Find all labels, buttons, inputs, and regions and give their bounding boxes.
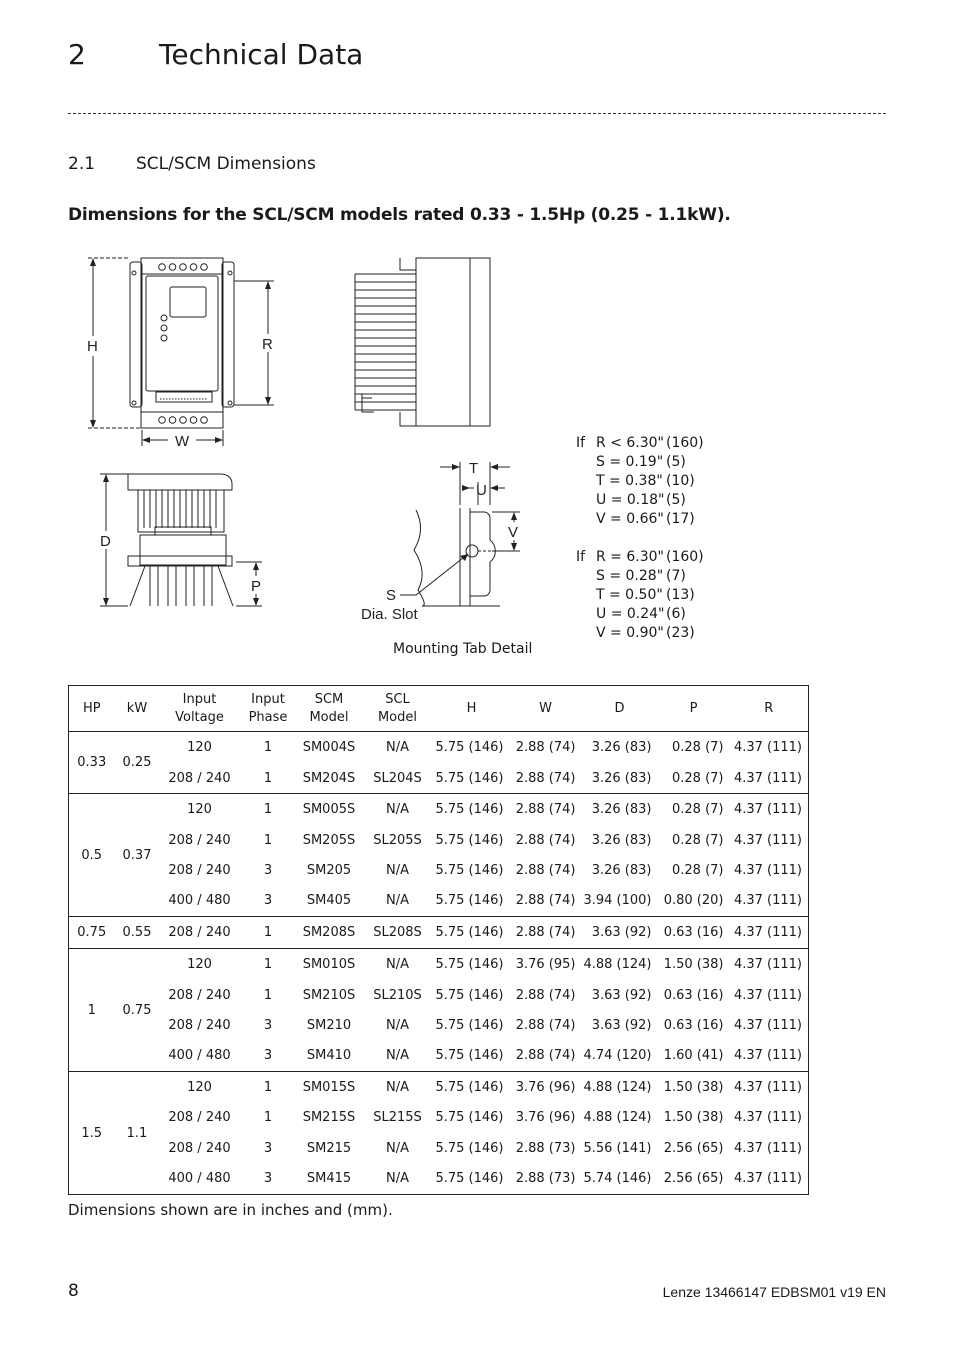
column-header-line: Input <box>182 691 217 707</box>
condition-row <box>576 434 726 453</box>
label-p: P <box>251 578 262 595</box>
table-row <box>69 917 809 949</box>
table-cell: SM005S <box>297 794 362 825</box>
table-row <box>69 1163 809 1194</box>
table-cell: 1 <box>263 770 273 786</box>
table-cell: 0.63 (16) <box>663 1017 724 1033</box>
table-cell: 4.88 (124) <box>582 1072 658 1103</box>
units-footnote: Dimensions shown are in inches and (mm). <box>68 1201 393 1219</box>
condition-row <box>576 624 726 643</box>
table-body <box>69 732 809 1195</box>
table-row <box>69 1133 809 1163</box>
table-cell: SM215 <box>306 1140 352 1156</box>
table-cell: 3 <box>263 893 273 909</box>
table-cell: SL210S <box>373 987 422 1003</box>
table-cell: 1 <box>263 1110 273 1126</box>
label-t: T <box>469 460 479 477</box>
table-cell: 4.37 (111) <box>733 987 802 1003</box>
table-cell: N/A <box>386 1140 409 1156</box>
table-row <box>69 1010 809 1040</box>
table-cell: 4.88 (124) <box>582 949 658 980</box>
table-cell: 2.88 (74) <box>515 832 576 848</box>
table-cell: 3 <box>263 1048 273 1064</box>
table-cell: 2.88 (74) <box>515 770 576 786</box>
table-cell: 5.75 (146) <box>435 987 504 1003</box>
table-row <box>69 949 809 980</box>
column-header-line: Input <box>251 691 285 707</box>
table-cell: SM205S <box>302 832 356 848</box>
table-cell: 5.75 (146) <box>435 1110 504 1126</box>
table-cell: SL215S <box>373 1110 422 1126</box>
column-header-line: kW <box>126 700 148 716</box>
condition-row <box>576 567 726 586</box>
condition-row <box>576 605 726 624</box>
table-cell: 5.75 (146) <box>434 917 510 949</box>
table-cell: 3.76 (95) <box>510 949 582 980</box>
table-cell: 5.75 (146) <box>434 949 510 980</box>
column-header <box>658 686 730 732</box>
table-cell: 2.88 (74) <box>510 732 582 763</box>
table-cell: N/A <box>386 1171 409 1187</box>
table-cell: 3 <box>263 862 273 878</box>
table-row <box>69 1040 809 1071</box>
table-cell: N/A <box>362 732 434 763</box>
label-v: V <box>508 524 519 541</box>
table-row <box>69 885 809 916</box>
table-cell: 0.28 (7) <box>672 832 724 848</box>
condition-equation: T = 0.38" <box>596 473 663 489</box>
column-header-line: HP <box>82 700 101 716</box>
hp-cell: 0.75 <box>69 917 115 949</box>
table-cell: 1 <box>263 832 273 848</box>
condition-row <box>576 548 726 567</box>
table-cell: SM010S <box>297 949 362 980</box>
table-cell: 4.37 (111) <box>733 1171 802 1187</box>
table-row <box>69 825 809 855</box>
column-header-line: Model <box>309 709 349 725</box>
column-header <box>115 686 160 732</box>
tab-conditions <box>576 434 726 643</box>
condition-equation: V = 0.66" <box>596 511 664 527</box>
table-cell: 4.37 (111) <box>733 1048 802 1064</box>
column-header <box>434 686 510 732</box>
chapter-title: Technical Data <box>159 38 364 71</box>
table-cell: 5.75 (146) <box>434 1072 510 1103</box>
table-cell: 2.56 (65) <box>663 1171 724 1187</box>
condition-mm: (5) <box>666 454 686 470</box>
column-header <box>510 686 582 732</box>
condition-row <box>576 510 726 529</box>
table-cell: 1.50 (38) <box>658 1072 730 1103</box>
table-cell: 208 / 240 <box>168 770 231 786</box>
column-header <box>730 686 809 732</box>
table-cell: 2.88 (74) <box>515 987 576 1003</box>
table-cell: 3 <box>263 1171 273 1187</box>
table-cell: N/A <box>386 1048 409 1064</box>
table-cell: 208 / 240 <box>168 1017 231 1033</box>
label-dia-slot: Dia. Slot <box>361 606 418 623</box>
kw-cell: 0.75 <box>115 949 160 1072</box>
table-cell: 4.37 (111) <box>733 1110 802 1126</box>
label-s: S <box>386 587 397 604</box>
mounting-tab-caption: Mounting Tab Detail <box>393 641 533 657</box>
column-header <box>160 686 240 732</box>
header-row <box>69 686 809 732</box>
table-cell: 2.88 (74) <box>515 862 576 878</box>
document-reference: Lenze 13466147 EDBSM01 v19 EN <box>662 1284 886 1300</box>
table-row <box>69 1072 809 1103</box>
table-cell: SM210S <box>302 987 356 1003</box>
front-view-drawing <box>88 258 274 446</box>
table-row <box>69 732 809 763</box>
column-header <box>69 686 115 732</box>
table-cell: 3.26 (83) <box>582 794 658 825</box>
table-cell: SL208S <box>362 917 434 949</box>
label-w: W <box>175 433 190 450</box>
column-header <box>297 686 362 732</box>
table-cell: SM204S <box>302 770 356 786</box>
table-cell: 4.74 (120) <box>583 1048 652 1064</box>
table-cell: SM410 <box>306 1048 352 1064</box>
table-cell: N/A <box>362 794 434 825</box>
table-cell: 0.63 (16) <box>658 917 730 949</box>
label-r: R <box>262 336 273 353</box>
column-header <box>240 686 297 732</box>
condition-mm: (5) <box>666 492 686 508</box>
table-cell: 5.75 (146) <box>435 1171 504 1187</box>
table-cell: 1 <box>240 1072 297 1103</box>
table-cell: 0.28 (7) <box>658 794 730 825</box>
column-header-line: W <box>539 700 552 716</box>
table-cell: 2.88 (74) <box>515 1048 576 1064</box>
table-cell: SM415 <box>306 1171 352 1187</box>
column-header-line: R <box>764 700 774 716</box>
condition-equation: V = 0.90" <box>596 625 664 641</box>
table-cell: 120 <box>160 732 240 763</box>
condition-equation: T = 0.50" <box>596 587 663 603</box>
hp-cell: 1 <box>69 949 115 1072</box>
table-row <box>69 794 809 825</box>
condition-row <box>576 472 726 491</box>
condition-row <box>576 453 726 472</box>
table-cell: 1.50 (38) <box>663 1110 724 1126</box>
condition-equation: U = 0.24" <box>596 606 665 622</box>
table-cell: 4.37 (111) <box>733 770 802 786</box>
condition-if: If <box>576 549 586 565</box>
column-header-line: Voltage <box>175 709 224 725</box>
kw-cell: 0.25 <box>115 732 160 794</box>
column-header-line: P <box>689 700 698 716</box>
table-cell: 2.88 (74) <box>510 794 582 825</box>
table-cell: 2.88 (73) <box>515 1171 576 1187</box>
condition-mm: (6) <box>666 606 686 622</box>
table-cell: 5.75 (146) <box>435 832 504 848</box>
table-row <box>69 980 809 1010</box>
table-cell: 2.88 (74) <box>515 893 576 909</box>
table-cell: 4.37 (111) <box>730 1072 809 1103</box>
label-u: U <box>476 482 487 499</box>
condition-equation: R < 6.30" <box>596 435 664 451</box>
table-cell: 3.63 (92) <box>591 1017 652 1033</box>
table-cell: 120 <box>160 949 240 980</box>
table-cell: N/A <box>386 862 409 878</box>
section-title: SCL/SCM Dimensions <box>136 154 316 174</box>
table-cell: 1.50 (38) <box>658 949 730 980</box>
table-cell: 4.37 (111) <box>730 732 809 763</box>
condition-group <box>576 434 726 529</box>
table-cell: 1 <box>240 732 297 763</box>
condition-group <box>576 548 726 643</box>
table-cell: N/A <box>362 1072 434 1103</box>
table-cell: 3.26 (83) <box>591 832 652 848</box>
table-cell: SL204S <box>373 770 422 786</box>
table-cell: 0.28 (7) <box>658 732 730 763</box>
table-cell: 208 / 240 <box>168 1140 231 1156</box>
table-cell: 3.26 (83) <box>582 732 658 763</box>
condition-equation: S = 0.28" <box>596 568 664 584</box>
condition-equation: S = 0.19" <box>596 454 664 470</box>
page-number: 8 <box>68 1281 79 1301</box>
dimensions-subtitle: Dimensions for the SCL/SCM models rated 0.33 - 1.5Hp (0.25 - 1.1kW). <box>68 205 731 225</box>
condition-mm: (160) <box>666 435 704 451</box>
table-cell: 2.88 (74) <box>510 917 582 949</box>
table-cell: 3.26 (83) <box>591 770 652 786</box>
bottom-view-drawing <box>100 474 262 606</box>
table-cell: 208 / 240 <box>168 832 231 848</box>
table-cell: 3.26 (83) <box>591 862 652 878</box>
table-cell: 3 <box>263 1017 273 1033</box>
table-cell: 120 <box>160 1072 240 1103</box>
table-row <box>69 1103 809 1133</box>
hp-cell: 0.33 <box>69 732 115 794</box>
condition-if: If <box>576 435 586 451</box>
column-header-line: Phase <box>248 709 288 725</box>
table-cell: 2.56 (65) <box>663 1140 724 1156</box>
table-cell: SM208S <box>297 917 362 949</box>
table-cell: SL205S <box>373 832 422 848</box>
condition-mm: (17) <box>666 511 695 527</box>
table-cell: 208 / 240 <box>168 1110 231 1126</box>
condition-mm: (23) <box>666 625 695 641</box>
table-cell: SM004S <box>297 732 362 763</box>
table-cell: 3.63 (92) <box>591 987 652 1003</box>
table-cell: SM210 <box>306 1017 352 1033</box>
kw-cell: 0.37 <box>115 794 160 917</box>
table-cell: N/A <box>362 949 434 980</box>
side-view-drawing <box>355 258 490 426</box>
table-cell: 0.28 (7) <box>672 862 724 878</box>
table-cell: 5.75 (146) <box>434 794 510 825</box>
table-cell: 4.37 (111) <box>733 862 802 878</box>
table-cell: 5.75 (146) <box>434 732 510 763</box>
table-cell: 1 <box>263 987 273 1003</box>
dimensions-table <box>68 685 809 1195</box>
table-cell: 4.37 (111) <box>730 794 809 825</box>
column-header-line: Model <box>377 709 418 725</box>
table-cell: 5.75 (146) <box>435 893 504 909</box>
table-cell: 1 <box>240 949 297 980</box>
table-cell: 4.37 (111) <box>733 832 802 848</box>
table-cell: 4.37 (111) <box>733 1140 802 1156</box>
column-header <box>582 686 658 732</box>
table-cell: 1 <box>240 917 297 949</box>
table-cell: 5.74 (146) <box>583 1171 652 1187</box>
condition-equation: R = 6.30" <box>596 549 664 565</box>
condition-mm: (160) <box>666 549 704 565</box>
table-cell: 0.80 (20) <box>663 893 724 909</box>
kw-cell: 1.1 <box>115 1072 160 1195</box>
table-cell: 5.75 (146) <box>435 862 504 878</box>
label-d: D <box>100 533 111 550</box>
column-header-line: SCM <box>314 691 344 707</box>
table-row <box>69 763 809 794</box>
table-cell: 1.60 (41) <box>663 1048 724 1064</box>
table-cell: N/A <box>386 1017 409 1033</box>
condition-row <box>576 491 726 510</box>
table-cell: 208 / 240 <box>160 917 240 949</box>
column-header-line: SCL <box>385 691 410 707</box>
table-cell: 5.75 (146) <box>435 770 504 786</box>
table-cell: 5.75 (146) <box>435 1140 504 1156</box>
table-cell: 3.63 (92) <box>582 917 658 949</box>
table-cell: 4.37 (111) <box>733 1017 802 1033</box>
kw-cell: 0.55 <box>115 917 160 949</box>
column-header-line: H <box>466 700 477 716</box>
table-header <box>69 686 809 732</box>
section-number: 2.1 <box>68 154 96 174</box>
table-cell: 5.56 (141) <box>583 1140 652 1156</box>
table-cell: SM405 <box>306 893 352 909</box>
table-cell: 400 / 480 <box>168 893 231 909</box>
label-h: H <box>87 338 98 355</box>
column-header-line: D <box>614 700 625 716</box>
table-cell: 3.76 (96) <box>510 1072 582 1103</box>
table-cell: 400 / 480 <box>168 1048 231 1064</box>
table-cell: 3.76 (96) <box>515 1110 576 1126</box>
table-cell: 0.63 (16) <box>663 987 724 1003</box>
table-cell: 120 <box>160 794 240 825</box>
hp-cell: 0.5 <box>69 794 115 917</box>
dimension-drawings <box>0 0 954 680</box>
table-cell: 208 / 240 <box>168 987 231 1003</box>
hp-cell: 1.5 <box>69 1072 115 1195</box>
chapter-number: 2 <box>68 38 86 71</box>
table-cell: 2.88 (74) <box>515 1017 576 1033</box>
table-cell: 5.75 (146) <box>435 1048 504 1064</box>
column-header <box>362 686 434 732</box>
table-cell: SM205 <box>306 862 352 878</box>
mounting-tab-drawing <box>400 462 520 606</box>
table-cell: N/A <box>386 893 409 909</box>
table-cell: 4.88 (124) <box>583 1110 652 1126</box>
table-cell: 2.88 (73) <box>515 1140 576 1156</box>
table-cell: SM215S <box>302 1110 356 1126</box>
table-cell: 4.37 (111) <box>730 917 809 949</box>
table-cell: 4.37 (111) <box>730 949 809 980</box>
table-row <box>69 855 809 885</box>
condition-equation: U = 0.18" <box>596 492 665 508</box>
condition-mm: (7) <box>666 568 686 584</box>
table-cell: 400 / 480 <box>168 1171 231 1187</box>
table-cell: 0.28 (7) <box>672 770 724 786</box>
table-cell: SM015S <box>297 1072 362 1103</box>
condition-mm: (13) <box>666 587 695 603</box>
table-cell: 5.75 (146) <box>435 1017 504 1033</box>
table-cell: 208 / 240 <box>168 862 231 878</box>
table-cell: 3.94 (100) <box>583 893 652 909</box>
table-cell: 1 <box>240 794 297 825</box>
condition-mm: (10) <box>666 473 695 489</box>
table-cell: 4.37 (111) <box>733 893 802 909</box>
table-cell: 3 <box>263 1140 273 1156</box>
condition-row <box>576 586 726 605</box>
